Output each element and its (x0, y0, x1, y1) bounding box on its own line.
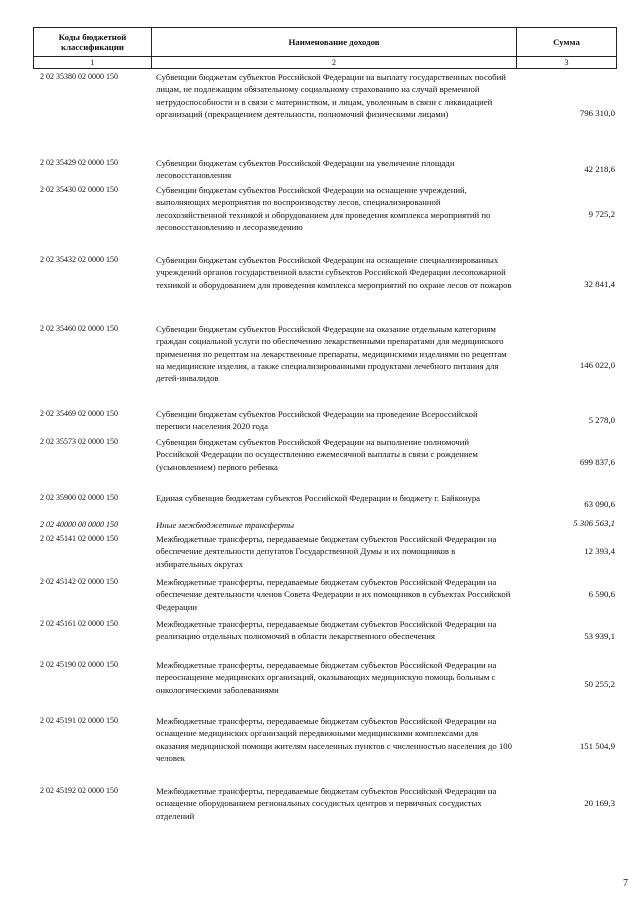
row-code: 2 02 35900 02 0000 150 (40, 493, 118, 502)
row-amount: 151 504,9 (579, 741, 615, 751)
row-amount: 796 310,0 (579, 108, 615, 118)
header-num-1: 1 (34, 57, 152, 69)
row-amount: 5 306 563,1 (573, 518, 615, 528)
row-code: 2 02 35469 02 0000 150 (40, 409, 118, 418)
row-name: Межбюджетные трансферты, передаваемые бюджетам субъектов Российской Федерации на обеспечение деятельности членов Совета Федерации и их помощников в субъектах Российской Федерации (156, 577, 511, 612)
row-code: 2 02 45161 02 0000 150 (40, 619, 118, 628)
row-name: Субвенции бюджетам субъектов Российской Федерации на оказание отдельным категориям граждан социальной услуги по обеспечению лекарственными препаратами для медицинского применения по рецептам на лекарственные препараты, медицинскими изделиями по рецептам на медицинские изделия, а также специализированными продуктами лечебного питания для детей-инвалидов (156, 324, 507, 384)
row-amount: 53 939,1 (584, 631, 615, 641)
page-number: 7 (623, 878, 628, 889)
row-name: Межбюджетные трансферты, передаваемые бюджетам субъектов Российской Федерации на оснащение медицинских организаций передвижными медицинскими комплексами для оказания медицинской помощи жителям населенных пунктов с численностью населения до 100 человек (156, 716, 512, 763)
row-code: 2 02 35380 02 0000 150 (40, 72, 118, 81)
row-name: Субвенции бюджетам субъектов Российской Федерации на оснащение учреждений, выполняющих мероприятия по воспроизводству лесов, специализированной лесохозяйственной техникой и оборудованием для проведения комплекса мероприятий по лесовосстановлению и лесоразведению (156, 185, 491, 232)
row-code: 2 02 45192 02 0000 150 (40, 786, 118, 795)
row-code: 2 02 35430 02 0000 150 (40, 185, 118, 194)
row-code: 2 02 35460 02 0000 150 (40, 324, 118, 333)
header-codes: Коды бюджетной классификации (34, 28, 152, 57)
row-amount: 42 218,6 (584, 164, 615, 174)
row-amount: 6 590,6 (588, 589, 615, 599)
header-names: Наименование доходов (152, 28, 517, 57)
row-code: 2 02 45141 02 0000 150 (40, 534, 118, 543)
row-code: 2 02 45191 02 0000 150 (40, 716, 118, 725)
row-name: Межбюджетные трансферты, передаваемые бюджетам субъектов Российской Федерации на оснащение оборудованием региональных сосудистых центров и первичных сосудистых отделений (156, 786, 497, 821)
row-name: Единая субвенция бюджетам субъектов Российской Федерации и бюджету г. Байконура (156, 493, 481, 503)
row-name: Субвенции бюджетам субъектов Российской Федерации на выполнение полномочий Российской Федерации по осуществлению ежемесячной выплаты в связи с рождением (усыновлением) первого ребенка (156, 437, 478, 472)
row-code: 2 02 35573 02 0000 150 (40, 437, 118, 446)
row-amount: 9 725,2 (588, 209, 615, 219)
row-amount: 12 393,4 (584, 546, 615, 556)
header-num-2: 2 (152, 57, 517, 69)
row-code: 2 02 35429 02 0000 150 (40, 158, 118, 167)
row-name: Иные межбюджетные трансферты (156, 520, 295, 530)
row-amount: 699 837,6 (579, 457, 615, 467)
row-name: Субвенции бюджетам субъектов Российской Федерации на проведение Всероссийской переписи населения 2020 года (156, 409, 478, 432)
row-name: Межбюджетные трансферты, передаваемые бюджетам субъектов Российской Федерации на обеспечение деятельности депутатов Государственной Думы и их помощников в избирательных округах (156, 534, 497, 569)
row-amount: 32 841,4 (584, 279, 615, 289)
row-code: 2 02 35432 02 0000 150 (40, 255, 118, 264)
row-name: Межбюджетные трансферты, передаваемые бюджетам субъектов Российской Федерации на переоснащение медицинских организаций, оказывающих медицинскую помощь больным с онкологическими заболеваниями (156, 660, 497, 695)
row-amount: 50 255,2 (584, 679, 615, 689)
row-name: Субвенции бюджетам субъектов Российской Федерации на выплату государственных пособий лицам, не подлежащим обязательному социальному страхованию на случай временной нетрудоспособности и в связи с материнством, и лицам, уволенным в связи с ликвидацией организаций (прекращением деятельности, полномочий физическими лицами) (156, 72, 506, 119)
row-code: 2 02 45142 02 0000 150 (40, 577, 118, 586)
header-num-3: 3 (517, 57, 617, 69)
row-amount: 146 022,0 (579, 360, 615, 370)
row-amount: 63 090,6 (584, 499, 615, 509)
table-header (33, 27, 617, 69)
row-amount: 20 169,3 (584, 798, 615, 808)
row-amount: 5 278,0 (588, 415, 615, 425)
row-name: Субвенции бюджетам субъектов Российской Федерации на оснащение специализированных учреждений органов государственной власти субъектов Российской Федерации лесопожарной техникой и оборудованием для проведения комплекса мероприятий по охране лесов от пожаров (156, 255, 512, 290)
row-code: 2 02 40000 00 0000 150 (40, 520, 118, 529)
row-name: Межбюджетные трансферты, передаваемые бюджетам субъектов Российской Федерации на реализацию отдельных полномочий в области лекарственного обеспечения (156, 619, 497, 642)
row-code: 2 02 45190 02 0000 150 (40, 660, 118, 669)
header-sum: Сумма (517, 28, 617, 57)
row-name: Субвенции бюджетам субъектов Российской Федерации на увеличение площади лесовосстановления (156, 158, 455, 181)
